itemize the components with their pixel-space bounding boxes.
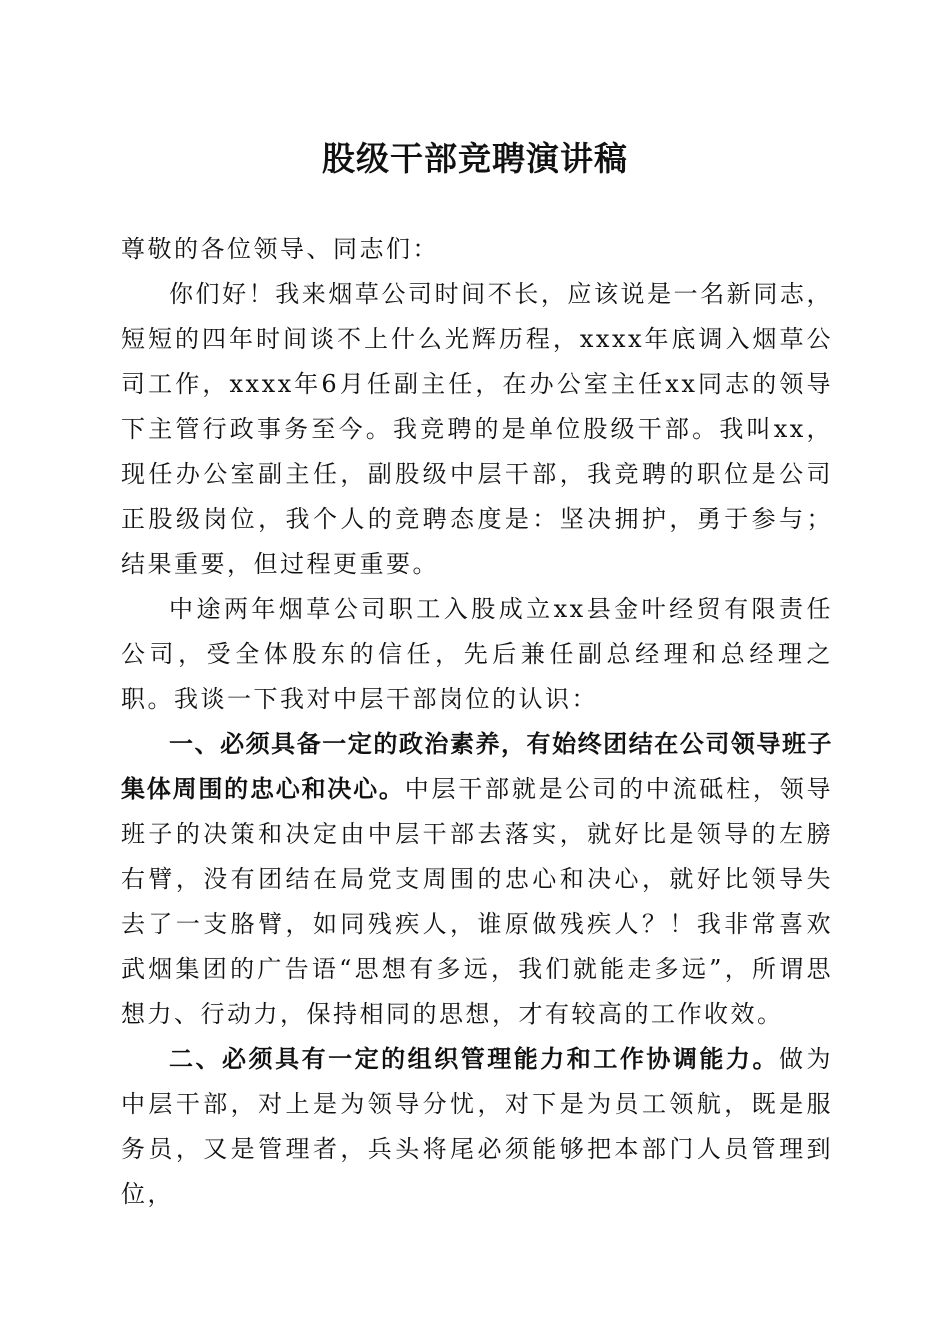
- point-two-heading: 二、必须具有一定的组织管理能力和工作协调能力。: [169, 1045, 779, 1073]
- document-body: [121, 227, 833, 1217]
- point-two-text: 做为中层干部，对上是为领导分忧，对下是为员工领航，既是服务员，又是管理者，兵头将尾必须能够把本部门人员管理到位，: [121, 1045, 834, 1208]
- point-one-text: 中层干部就是公司的中流砥柱，领导班子的决策和决定由中层干部去落实，就好比是领导的左膀右臂，没有团结在局党支周围的忠心和决心，就好比领导失去了一支胳臂，如同残疾人，谁原做残疾人？！我非常喜欢武烟集团的广告语“思想有多远，我们就能走多远”，所谓思想力、行动力，保持相同的思想，才有较高的工作收效。: [121, 775, 834, 1028]
- paragraph-point-one: [121, 722, 833, 1037]
- paragraph-point-two: [121, 1037, 833, 1217]
- paragraph-background: 中途两年烟草公司职工入股成立xx县金叶经贸有限责任公司，受全体股东的信任，先后兼任副总经理和总经理之职。我谈一下我对中层干部岗位的认识：: [121, 595, 833, 713]
- point-one-heading: 一、必须具备一定的政治素养，有始终团结在公司领导班子集体周围的忠心和决心。: [121, 730, 833, 803]
- document-title: 股级干部竞聘演讲稿: [322, 139, 628, 178]
- salutation: 尊敬的各位领导、同志们：: [121, 235, 439, 263]
- paragraph-greeting: 你们好！我来烟草公司时间不长，应该说是一名新同志，短短的四年时间谈不上什么光辉历程，xxxx年底调入烟草公司工作，xxxx年6月任副主任，在办公室主任xx同志的领导下主管行政事务至今。我竞聘的是单位股级干部。我叫xx，现任办公室副主任，副股级中层干部，我竞聘的职位是公司正股级岗位，我个人的竞聘态度是：坚决拥护，勇于参与；结果重要，但过程更重要。: [121, 280, 833, 578]
